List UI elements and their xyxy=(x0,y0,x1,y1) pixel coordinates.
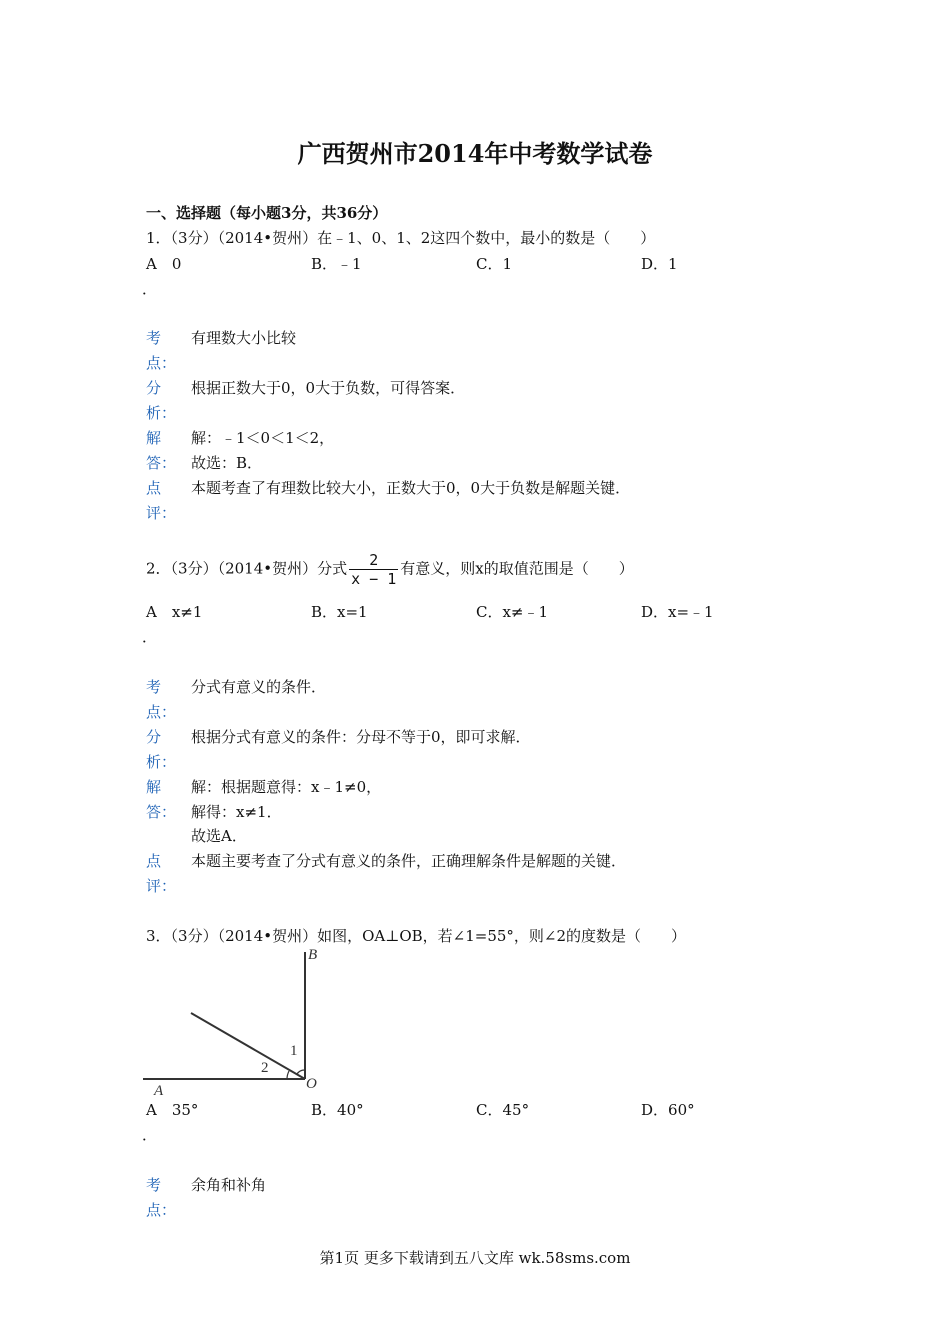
q1-dianping-label-2: 评： xyxy=(146,504,177,522)
fraction-numerator: 2 xyxy=(349,551,398,570)
label-angle-2: 2 xyxy=(261,1060,269,1076)
page-footer: 第1页 更多下载请到五八文库 wk.58sms.com xyxy=(319,1249,631,1267)
q2-dot: ． xyxy=(142,628,158,646)
ray-oc xyxy=(191,1013,305,1079)
label-b: B xyxy=(308,947,318,963)
q3-kaodian-label-2: 点： xyxy=(146,1201,177,1219)
q2-jieda-3: 故选A． xyxy=(191,827,247,845)
q1-kaodian-label-1: 考 xyxy=(146,329,162,347)
page-title: 广西贺州市2014年中考数学试卷 xyxy=(297,139,653,168)
q2-dianping: 本题主要考查了分式有意义的条件，正确理解条件是解题的关键． xyxy=(191,852,627,870)
q2-stem-a: 2．（3分）（2014•贺州）分式 xyxy=(146,559,348,578)
q2-jieda-label-2: 答： xyxy=(146,803,177,821)
q2-dianping-label-2: 评： xyxy=(146,877,177,895)
q1-fenxi-label-1: 分 xyxy=(146,379,162,397)
q3-kaodian-label-1: 考 xyxy=(146,1176,162,1194)
label-o: O xyxy=(306,1076,317,1092)
q2-dianping-label-1: 点 xyxy=(146,852,162,870)
q1-stem: 1．（3分）（2014•贺州）在﹣1、0、1、2这四个数中，最小的数是（ ） xyxy=(146,229,656,247)
q2-option-c: C．x≠﹣1 xyxy=(476,603,549,621)
q2-option-d: D．x=﹣1 xyxy=(641,603,714,621)
q2-option-a: A x≠1 xyxy=(146,603,203,621)
q1-fenxi-label-2: 析： xyxy=(146,404,177,422)
angle-figure xyxy=(140,944,340,1100)
q1-option-d: D．1 xyxy=(641,255,678,273)
fraction xyxy=(349,551,398,588)
q3-kaodian: 余角和补角 xyxy=(191,1176,267,1194)
q2-jieda-1: 解：根据题意得：x﹣1≠0， xyxy=(191,778,382,796)
q3-option-d: D．60° xyxy=(641,1101,695,1119)
q1-jieda-2: 故选：B． xyxy=(191,454,263,472)
label-a: A xyxy=(154,1083,164,1099)
q1-kaodian: 有理数大小比较 xyxy=(191,329,297,347)
q1-jieda-label-1: 解 xyxy=(146,429,162,447)
q2-fenxi-label-2: 析： xyxy=(146,753,177,771)
q1-option-a: A 0 xyxy=(146,255,182,273)
q1-jieda-label-2: 答： xyxy=(146,454,177,472)
q3-stem: 3．（3分）（2014•贺州）如图，OA⊥OB，若∠1=55°，则∠2的度数是（ ） xyxy=(146,927,687,945)
q1-dianping-label-1: 点 xyxy=(146,479,162,497)
q2-fenxi-label-1: 分 xyxy=(146,728,162,746)
angle-2-arc xyxy=(287,1071,289,1079)
q1-option-c: C．1 xyxy=(476,255,513,273)
q1-option-b: B．﹣1 xyxy=(311,255,362,273)
q1-fenxi: 根据正数大于0，0大于负数，可得答案． xyxy=(191,379,466,397)
section-heading: 一、选择题（每小题3分，共36分） xyxy=(146,204,388,222)
q2-kaodian-label-2: 点： xyxy=(146,703,177,721)
q3-option-b: B．40° xyxy=(311,1101,364,1119)
fraction-denominator: x − 1 xyxy=(351,570,397,588)
q1-jieda-1: 解：﹣1＜0＜1＜2， xyxy=(191,429,335,447)
q1-dot: ． xyxy=(142,280,158,298)
q3-option-a: A 35° xyxy=(146,1101,199,1119)
q1-kaodian-label-2: 点： xyxy=(146,354,177,372)
q3-dot: ． xyxy=(142,1126,158,1144)
q1-dianping: 本题考查了有理数比较大小，正数大于0，0大于负数是解题关键． xyxy=(191,479,631,497)
angle-1-arc xyxy=(297,1070,305,1074)
q3-option-c: C．45° xyxy=(476,1101,530,1119)
q2-kaodian-label-1: 考 xyxy=(146,678,162,696)
label-angle-1: 1 xyxy=(290,1043,298,1059)
q2-stem xyxy=(146,551,634,588)
q2-fenxi: 根据分式有意义的条件：分母不等于0，即可求解． xyxy=(191,728,531,746)
q2-stem-b: 有意义，则x的取值范围是（ ） xyxy=(400,559,634,578)
q2-option-b: B．x=1 xyxy=(311,603,368,621)
q2-kaodian: 分式有意义的条件． xyxy=(191,678,327,696)
q2-jieda-2: 解得：x≠1． xyxy=(191,803,282,821)
q2-jieda-label-1: 解 xyxy=(146,778,162,796)
